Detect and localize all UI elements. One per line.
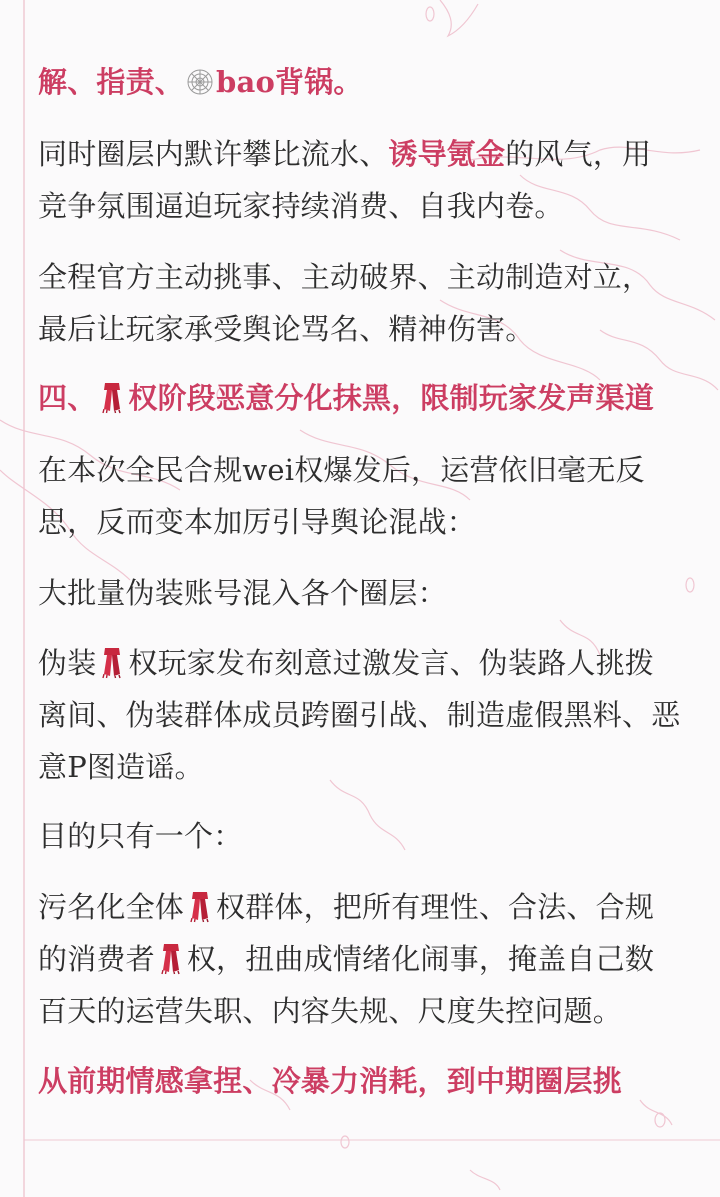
paragraph-line-10	[38, 643, 698, 683]
paragraph-line-13: 目的只有一个：	[38, 819, 243, 853]
paragraph-line-5: 最后让玩家承受舆论骂名、精神伤害。	[38, 312, 535, 346]
paragraph-line-12: 意P图造谣。	[38, 750, 204, 784]
text-segment: 权，扭曲成情绪化闹事，掩盖自己数	[186, 942, 655, 976]
paragraph-line-4: 全程官方主动挑事、主动破界、主动制造对立，	[38, 260, 652, 294]
red-scarf-icon	[157, 941, 185, 975]
heading-number: 四、	[38, 381, 97, 415]
paragraph-line-8: 思，反而变本加厉引导舆论混战：	[38, 505, 477, 539]
text-segment: 权群体，把所有理性、合法、合规	[216, 890, 655, 924]
highlight-text: 解、指责、	[38, 65, 185, 99]
red-scarf-icon	[98, 380, 126, 414]
text-segment: 权玩家发布刻意过激发言、伪装路人挑拨	[128, 646, 655, 680]
section-heading-4	[38, 378, 698, 418]
paragraph-line-3: 竞争氛围逼迫玩家持续消费、自我内卷。	[38, 189, 564, 223]
text-segment: 污名化全体	[38, 890, 185, 924]
highlight-text: 诱导氪金	[388, 137, 506, 171]
paragraph-line-11: 离间、伪装群体成员跨圈引战、制造虚假黑料、恶	[38, 698, 681, 732]
red-scarf-icon	[98, 645, 126, 679]
spider-web-icon	[186, 64, 214, 98]
paragraph-line-17: 从前期情感拿捏、冷暴力消耗，到中期圈层挑	[38, 1064, 623, 1098]
paragraph-line-2	[38, 134, 698, 174]
paragraph-line-15	[38, 939, 698, 979]
paragraph-line-14	[38, 887, 698, 927]
red-scarf-icon	[186, 889, 214, 923]
highlight-text: bao背锅。	[216, 65, 363, 99]
paragraph-line-1	[38, 62, 698, 102]
paragraph-line-9: 大批量伪装账号混入各个圈层：	[38, 576, 447, 610]
paragraph-line-7: 在本次全民合规wei权爆发后，运营依旧毫无反	[38, 453, 645, 487]
paragraph-line-16: 百天的运营失职、内容失规、尺度失控问题。	[38, 994, 623, 1028]
text-segment: 的风气，用	[505, 137, 652, 171]
text-segment: 的消费者	[38, 942, 155, 976]
text-segment: 伪装	[38, 646, 97, 680]
text-segment: 同时圈层内默许攀比流水、	[38, 137, 389, 171]
heading-text: 权阶段恶意分化抹黑，限制玩家发声渠道	[128, 381, 655, 415]
